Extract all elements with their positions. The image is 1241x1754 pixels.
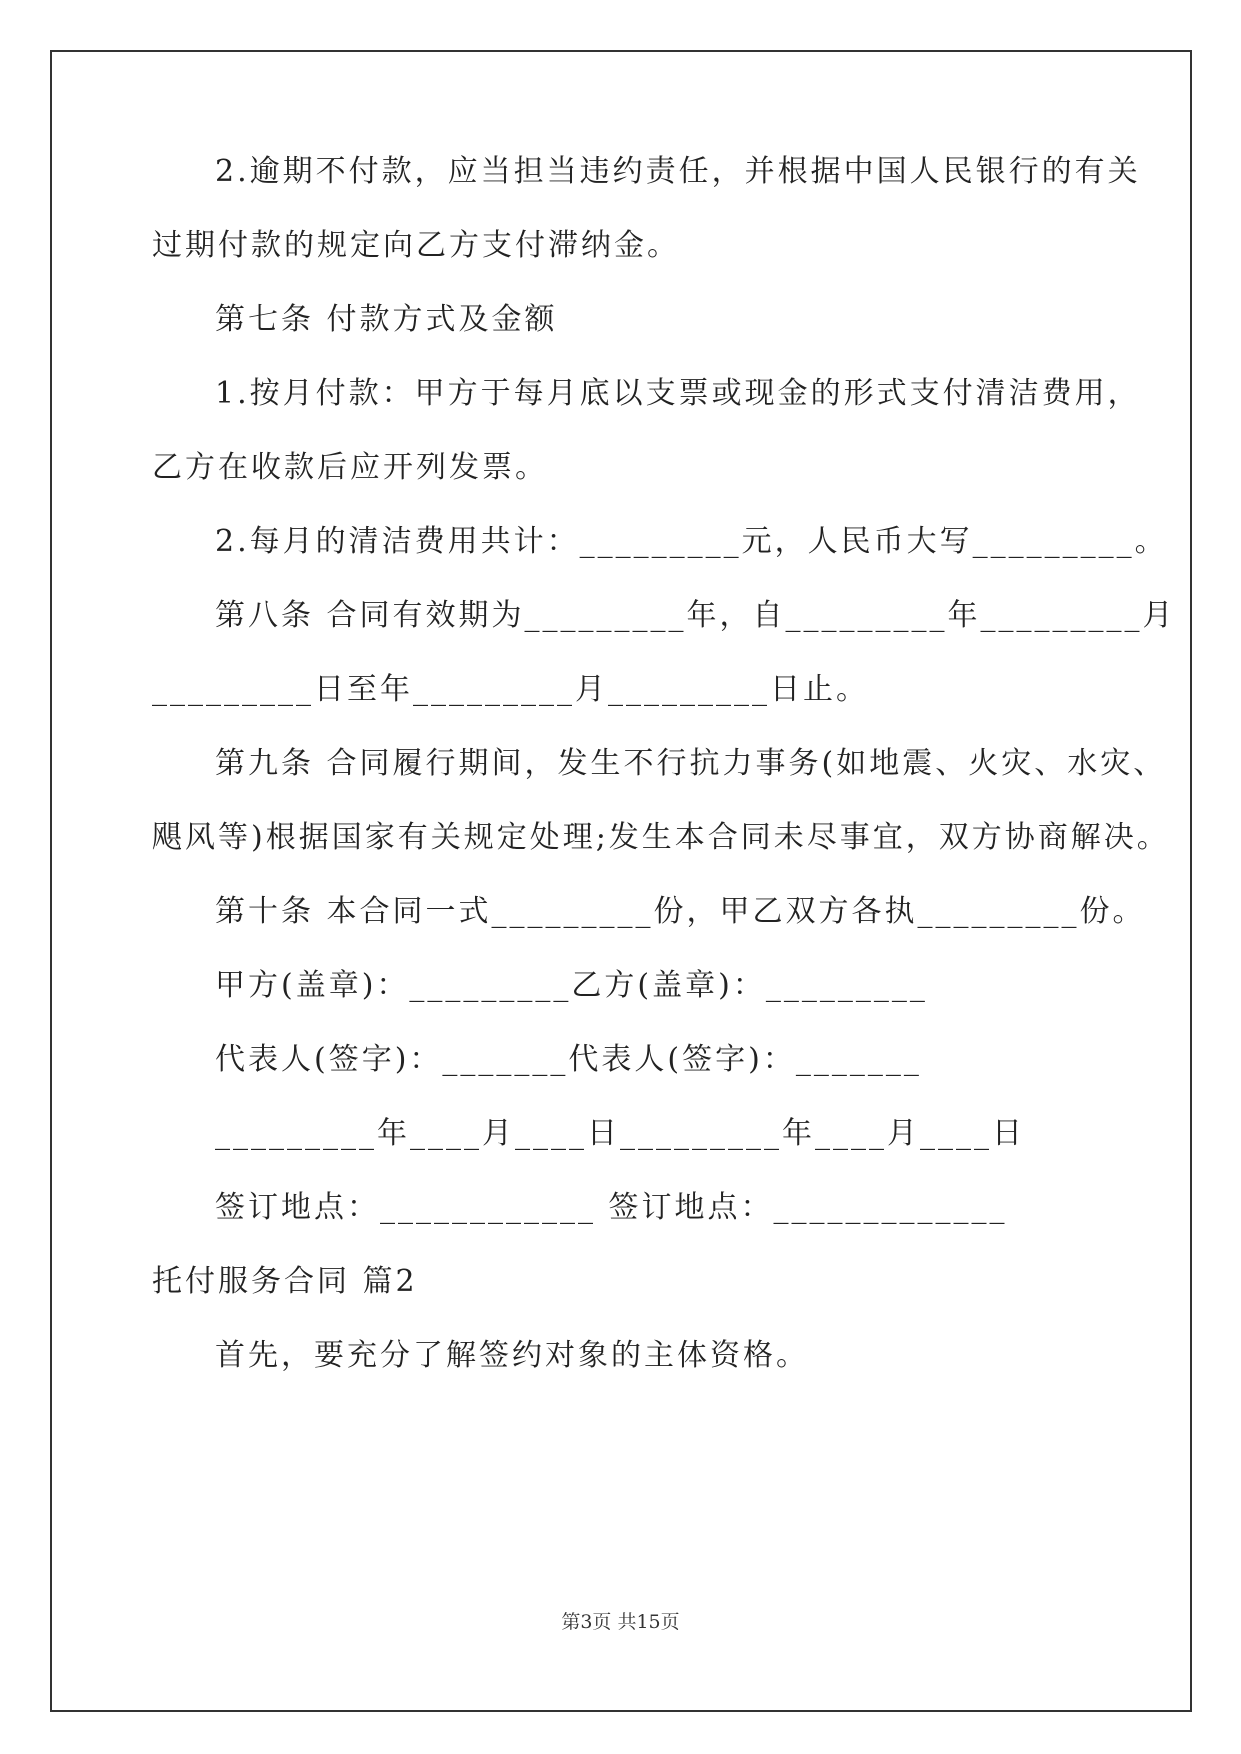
signature-line: 甲方(盖章)：_________乙方(盖章)：_________: [215, 968, 928, 1003]
text-line: 首先，要充分了解签约对象的主体资格。: [215, 1338, 809, 1373]
text-line: 第十条 本合同一式_________份，甲乙双方各执_________份。: [215, 894, 1146, 929]
text-line: 过期付款的规定向乙方支付滞纳金。: [152, 228, 680, 263]
text-line: 第八条 合同有效期为_________年，自_________年_________月: [215, 598, 1176, 633]
text-line: _________日至年_________月_________日止。: [152, 672, 869, 707]
text-line: 1.按月付款：甲方于每月底以支票或现金的形式支付清洁费用，: [215, 376, 1141, 411]
page-footer: 第3页 共15页: [561, 1611, 680, 1633]
text-line: 乙方在收款后应开列发票。: [152, 450, 548, 485]
text-line: 2.每月的清洁费用共计：_________元，人民币大写_________。: [215, 524, 1168, 559]
text-line: 飓风等)根据国家有关规定处理;发生本合同未尽事宜，双方协商解决。: [152, 820, 1170, 855]
section-heading: 第七条 付款方式及金额: [215, 302, 558, 337]
signature-line: 代表人(签字)：_______代表人(签字)：_______: [215, 1042, 922, 1077]
date-line: _________年____月____日_________年____月____日: [215, 1116, 1025, 1151]
text-line: 第九条 合同履行期间，发生不行抗力事务(如地震、火灾、水灾、: [215, 746, 1167, 781]
location-line: 签订地点：____________ 签订地点：_____________: [215, 1190, 1008, 1225]
text-line: 2.逾期不付款，应当担当违约责任，并根据中国人民银行的有关: [215, 154, 1141, 189]
section-title: 托付服务合同 篇2: [152, 1264, 418, 1299]
